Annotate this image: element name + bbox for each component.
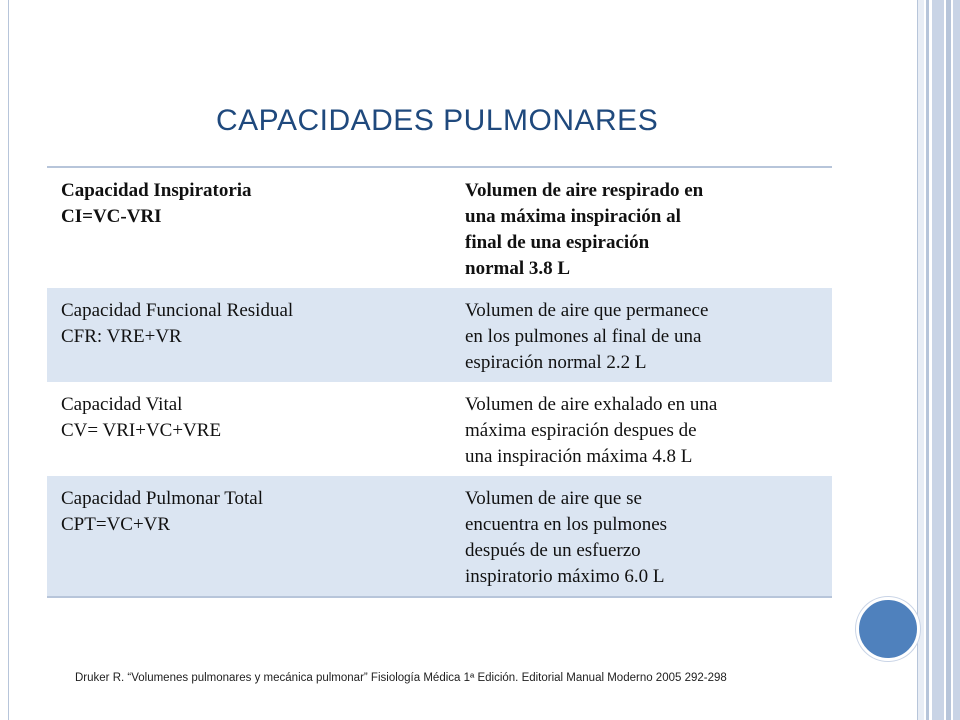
description-line: espiración normal 2.2 L bbox=[465, 352, 647, 373]
citation: Druker R. “Volumenes pulmonares y mecánica pulmonar” Fisiología Médica 1ª Edición. Editorial Manual Moderno 2005 292-298 bbox=[75, 672, 727, 684]
description-line: Volumen de aire que permanece bbox=[465, 300, 709, 321]
table-row bbox=[47, 476, 832, 597]
capacity-description-cell bbox=[451, 167, 832, 288]
side-bar bbox=[918, 0, 924, 720]
capacity-name-cell bbox=[47, 382, 451, 476]
description-line: normal 3.8 L bbox=[465, 258, 571, 279]
capacity-formula: CPT=VC+VR bbox=[61, 514, 171, 535]
capacities-table bbox=[47, 166, 832, 598]
decorative-circle bbox=[856, 597, 920, 661]
capacity-name: Capacidad Funcional Residual bbox=[61, 300, 294, 321]
capacity-name-cell bbox=[47, 288, 451, 382]
description-line: en los pulmones al final de una bbox=[465, 326, 702, 347]
description-line: una máxima inspiración al bbox=[465, 206, 681, 227]
description-line: Volumen de aire respirado en bbox=[465, 180, 704, 201]
side-bar bbox=[926, 0, 929, 720]
slide-title: CAPACIDADES PULMONARES bbox=[216, 104, 659, 137]
description-line: inspiratorio máximo 6.0 L bbox=[465, 566, 665, 587]
capacity-name-cell bbox=[47, 476, 451, 597]
capacity-name: Capacidad Pulmonar Total bbox=[61, 488, 263, 509]
description-line: final de una espiración bbox=[465, 232, 650, 253]
description-line: una inspiración máxima 4.8 L bbox=[465, 446, 693, 467]
side-bar bbox=[953, 0, 960, 720]
capacity-description-cell bbox=[451, 288, 832, 382]
table-row bbox=[47, 288, 832, 382]
capacity-name: Capacidad Inspiratoria bbox=[61, 180, 252, 201]
description-line: después de un esfuerzo bbox=[465, 540, 641, 561]
capacity-formula: CV= VRI+VC+VRE bbox=[61, 420, 222, 441]
capacity-description-cell bbox=[451, 382, 832, 476]
table-row bbox=[47, 382, 832, 476]
description-line: encuentra en los pulmones bbox=[465, 514, 668, 535]
side-bar bbox=[932, 0, 944, 720]
description-line: Volumen de aire exhalado en una bbox=[465, 394, 718, 415]
description-line: máxima espiración despues de bbox=[465, 420, 697, 441]
description-line: Volumen de aire que se bbox=[465, 488, 642, 509]
capacity-name: Capacidad Vital bbox=[61, 394, 183, 415]
capacity-name-cell bbox=[47, 167, 451, 288]
side-bar bbox=[946, 0, 951, 720]
capacity-description-cell bbox=[451, 476, 832, 597]
decorative-side-bars bbox=[918, 0, 960, 720]
table-row bbox=[47, 167, 832, 288]
capacity-formula: CI=VC-VRI bbox=[61, 206, 162, 227]
capacity-formula: CFR: VRE+VR bbox=[61, 326, 182, 347]
